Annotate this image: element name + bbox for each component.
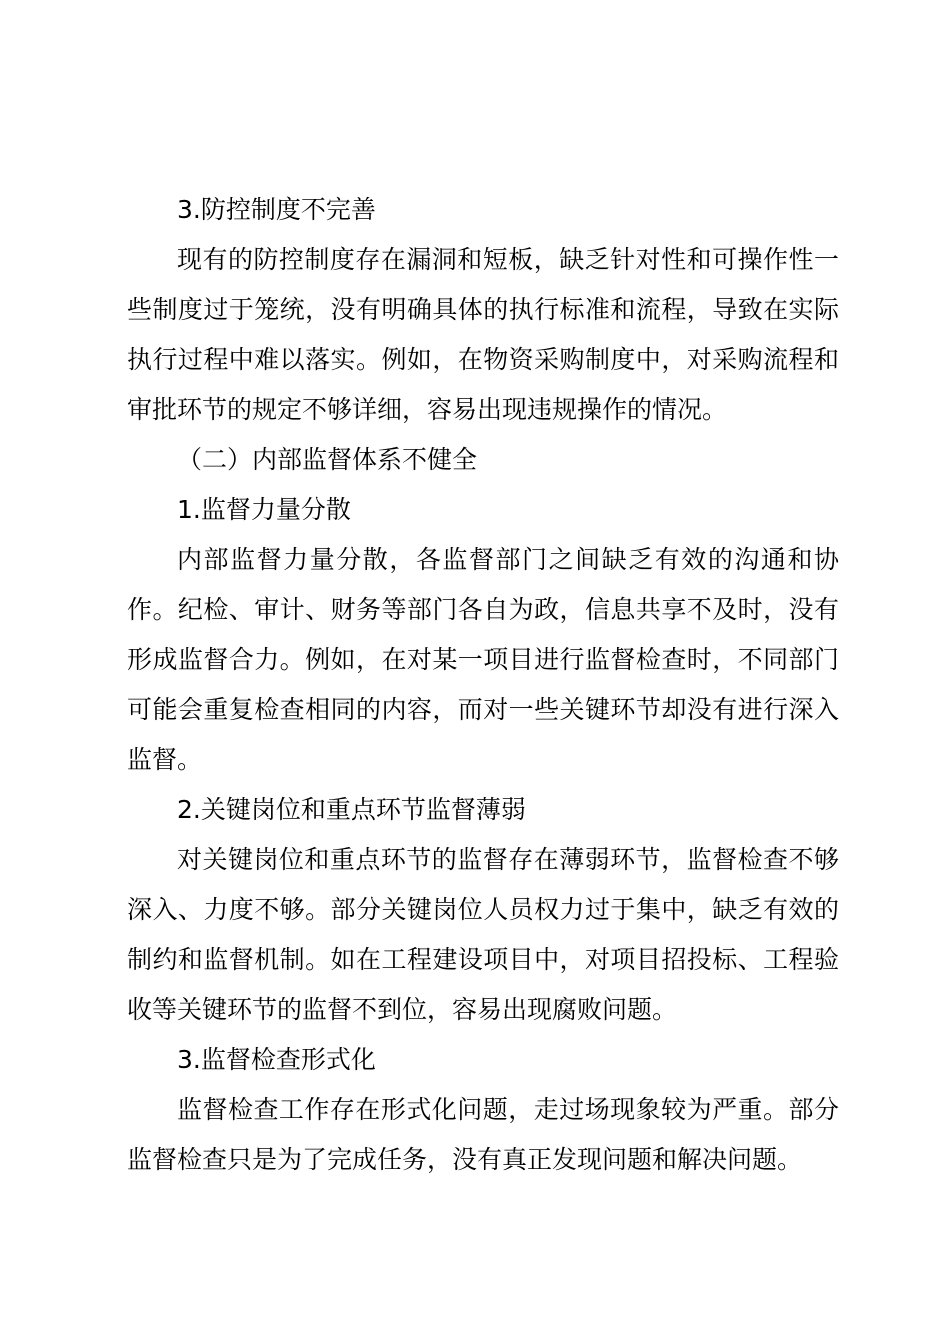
- heading-3-formalism: 3.监督检查形式化: [177, 1045, 376, 1074]
- paragraph-prevention-system: 现有的防控制度存在漏洞和短板，缺乏针对性和可操作性一些制度过于笼统，没有明确具体的执行标准和流程，导致在实际执行过程中难以落实。例如，在物资采购制度中，对采购流程和审批环节的规定不够详细，容易出现违规操作的情况。: [127, 245, 839, 424]
- heading-section-2-internal-supervision: （二）内部监督体系不健全: [177, 445, 478, 474]
- heading-1-supervision-force: 1.监督力量分散: [177, 495, 351, 524]
- document-body: [127, 185, 839, 1185]
- paragraph-supervision-force: 内部监督力量分散，各监督部门之间缺乏有效的沟通和协作。纪检、审计、财务等部门各自为政，信息共享不及时，没有形成监督合力。例如，在对某一项目进行监督检查时，不同部门可能会重复检查相同的内容，而对一些关键环节却没有进行深入监督。: [127, 545, 839, 774]
- heading-2-key-positions: 2.关键岗位和重点环节监督薄弱: [177, 795, 526, 824]
- paragraph-formalism: 监督检查工作存在形式化问题，走过场现象较为严重。部分监督检查只是为了完成任务，没有真正发现问题和解决问题。: [127, 1095, 839, 1174]
- heading-3-prevention-system: 3.防控制度不完善: [177, 195, 376, 224]
- paragraph-key-positions: 对关键岗位和重点环节的监督存在薄弱环节，监督检查不够深入、力度不够。部分关键岗位人员权力过于集中，缺乏有效的制约和监督机制。如在工程建设项目中，对项目招投标、工程验收等关键环节的监督不到位，容易出现腐败问题。: [127, 845, 839, 1024]
